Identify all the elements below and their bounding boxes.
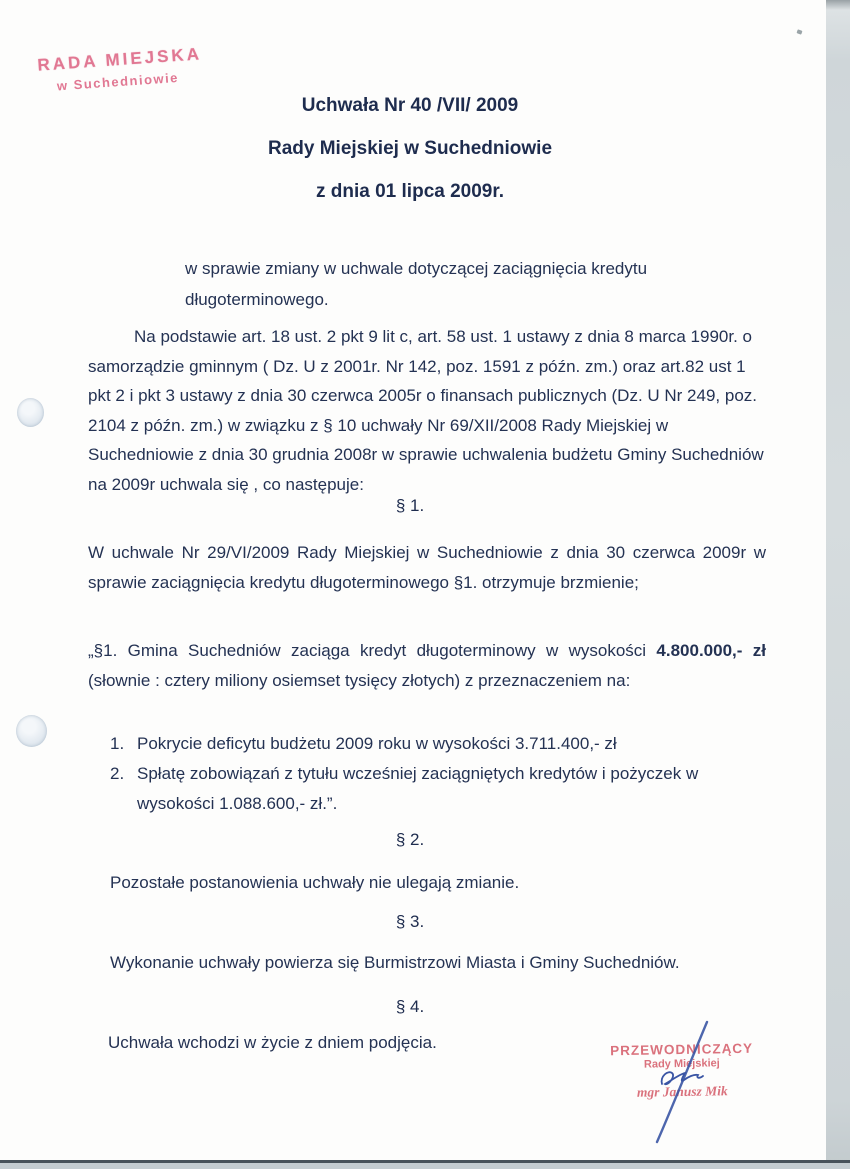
section-4-paragraph: Uchwała wchodzi w życie z dniem podjęcia. — [108, 1033, 437, 1052]
list-item-number: 1. — [110, 734, 125, 753]
chairman-role-line1: PRZEWODNICZĄCY — [610, 1040, 754, 1059]
section-2-paragraph: Pozostałe postanowienia uchwały nie ulegają zmianie. — [110, 873, 520, 892]
title-date: z dnia 01 lipca 2009r. — [316, 181, 504, 202]
signature-scribble-icon — [658, 1066, 710, 1090]
list-item-number: 2. — [110, 764, 125, 783]
scan-dust-speck — [796, 29, 802, 34]
council-stamp-line1: RADA MIEJSKA — [36, 44, 203, 75]
loan-amount: 4.800.000,- zł — [656, 641, 766, 660]
legal-preamble: Na podstawie art. 18 ust. 2 pkt 9 lit c, art. 58 ust. 1 ustawy z dnia 8 marca 1990r. o samorządzie gminnym ( Dz. U z 2001r. Nr 142, poz. 1591 z późn. zm.) oraz art.82 ust 1 pkt 2 i pkt 3 ustawy z dnia 30 czerwca 2005r o finansach publicznych (Dz. U Nr 249, poz. 2104 z późn. zm.) w związku z § 10 uchwały Nr 69/XII/2008 Rady Miejskiej w Suchedniowie z dnia 30 grudnia 2008r w sprawie uchwalenia budżetu Gminy Suchedniów na 2009r uchwala się , co następuje: — [88, 327, 764, 494]
scan-bottom-shadow-line — [0, 1160, 850, 1163]
scan-right-edge — [826, 0, 850, 1169]
scan-bottom-edge — [0, 1163, 850, 1169]
document-title — [0, 84, 820, 213]
punch-hole-top — [17, 398, 44, 427]
council-stamp-line2: w Suchedniowie — [56, 69, 180, 94]
punch-hole-bottom — [16, 715, 47, 747]
chairman-role-line2: Rady Miejskiej — [643, 1057, 720, 1071]
chairman-name: mgr Janusz Mik — [636, 1083, 728, 1100]
list-item-text: Pokrycie deficytu budżetu 2009 roku w wysokości 3.711.400,- zł — [137, 734, 617, 753]
section-3-heading: § 3. — [395, 912, 425, 931]
section-1-quote — [88, 636, 766, 696]
quote-text-before: „§1. Gmina Suchedniów zaciąga kredyt długoterminowy w wysokości — [88, 641, 657, 660]
title-resolution-number: Uchwała Nr 40 /VII/ 2009 — [301, 95, 519, 116]
list-item — [110, 729, 770, 759]
subject-paragraph: w sprawie zmiany w uchwale dotyczącej zaciągnięcia kredytu długoterminowego. — [185, 259, 648, 309]
section-3-paragraph: Wykonanie uchwały powierza się Burmistrzowi Miasta i Gminy Suchedniów. — [110, 953, 680, 972]
section-1-heading: § 1. — [395, 496, 425, 515]
section-1-paragraph: W uchwale Nr 29/VI/2009 Rady Miejskiej w Suchedniowie z dnia 30 czerwca 2009r w sprawie zaciągnięcia kredytu długoterminowego §1. otrzymuje brzmienie; — [88, 543, 766, 592]
title-council-name: Rady Miejskiej w Suchedniowie — [267, 138, 553, 159]
list-item — [110, 759, 770, 819]
section-2-heading: § 2. — [395, 830, 425, 849]
section-4-heading: § 4. — [395, 997, 425, 1016]
list-item-text: Spłatę zobowiązań z tytułu wcześniej zaciągniętych kredytów i pożyczek w wysokości 1.088.600,- zł.”. — [137, 764, 699, 813]
quote-text-after: (słownie : cztery miliony osiemset tysięcy złotych) z przeznaczeniem na: — [88, 671, 631, 690]
purpose-list — [110, 729, 770, 819]
